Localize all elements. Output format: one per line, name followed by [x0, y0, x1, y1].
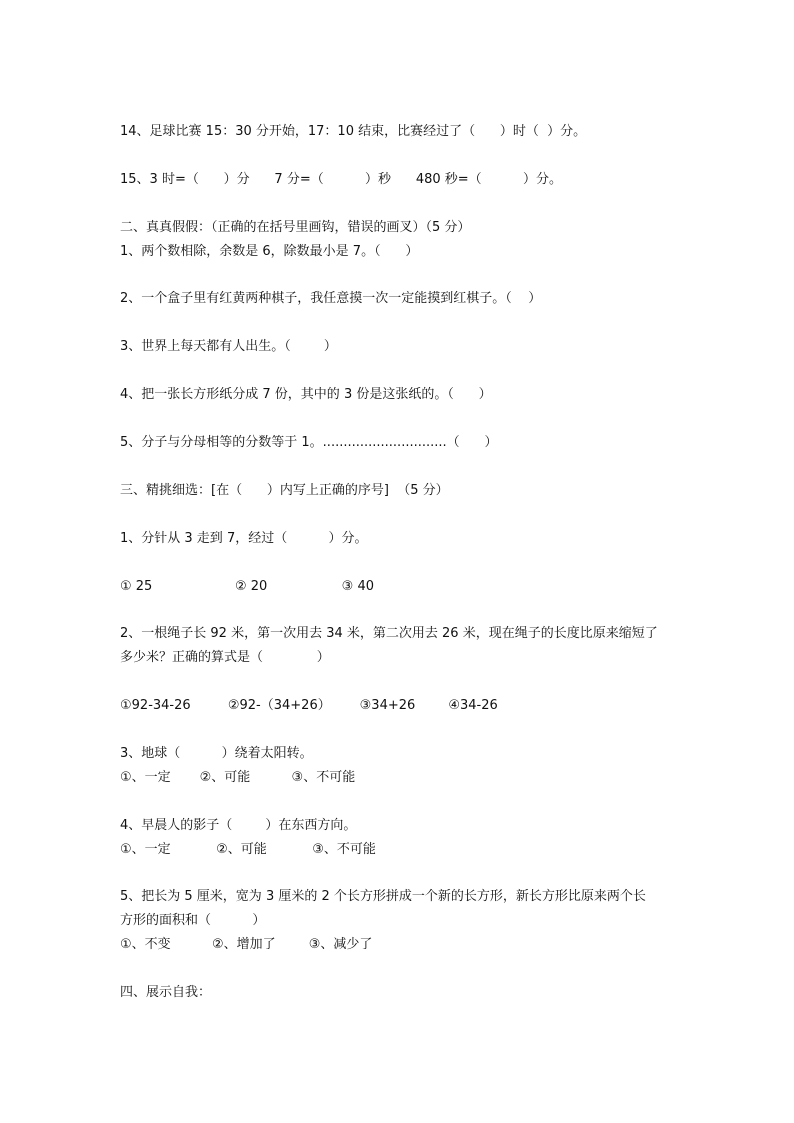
- true-false-1: 1、两个数相除，余数是 6，除数最小是 7。（ ）: [120, 244, 419, 259]
- true-false-2: 2、一个盒子里有红黄两种棋子，我任意摸一次一定能摸到红棋子。（ ）: [120, 291, 542, 306]
- true-false-4: 4、把一张长方形纸分成 7 份，其中的 3 份是这张纸的。（ ）: [120, 387, 492, 402]
- choice-question-1-options: ① 25 ② 20 ③ 40: [120, 579, 375, 594]
- choice-question-3-options: ①、一定 ②、可能 ③、不可能: [120, 770, 356, 785]
- section-4-heading: 四、展示自我：: [120, 985, 212, 1000]
- choice-question-5-line-1: 5、把长为 5 厘米，宽为 3 厘米的 2 个长方形拼成一个新的长方形，新长方形比原来两个长: [120, 889, 646, 904]
- section-3-heading: 三、精挑细选：[在（ ）内写上正确的序号] （5 分）: [120, 483, 449, 498]
- choice-question-5-options: ①、不变 ②、增加了 ③、减少了: [120, 937, 373, 952]
- question-15: 15、3 时=（ ）分 7 分=（ ）秒 480 秒=（ ）分。: [120, 172, 563, 187]
- choice-question-4: 4、早晨人的影子（ ）在东西方向。: [120, 818, 357, 833]
- choice-question-1: 1、分针从 3 走到 7，经过（ ）分。: [120, 531, 368, 546]
- choice-question-2-line-1: 2、一根绳子长 92 米，第一次用去 34 米，第二次用去 26 米，现在绳子的长度比原来缩短了: [120, 626, 658, 641]
- question-14: 14、足球比赛 15：30 分开始，17：10 结束，比赛经过了（ ）时（ ）分。: [120, 124, 587, 139]
- true-false-3: 3、世界上每天都有人出生。（ ）: [120, 339, 337, 354]
- section-2-heading: 二、真真假假：（正确的在括号里画钩，错误的画叉）（5 分）: [120, 220, 471, 235]
- choice-question-2-options: ①92-34-26 ②92-（34+26） ③34+26 ④34-26: [120, 698, 498, 713]
- choice-question-2-line-2: 多少米？正确的算式是（ ）: [120, 650, 330, 665]
- choice-question-3: 3、地球（ ）绕着太阳转。: [120, 746, 313, 761]
- true-false-5: 5、分子与分母相等的分数等于 1。..............................（ ）: [120, 435, 498, 450]
- choice-question-5-line-2: 方形的面积和（ ）: [120, 913, 266, 928]
- choice-question-4-options: ①、一定 ②、可能 ③、不可能: [120, 842, 376, 857]
